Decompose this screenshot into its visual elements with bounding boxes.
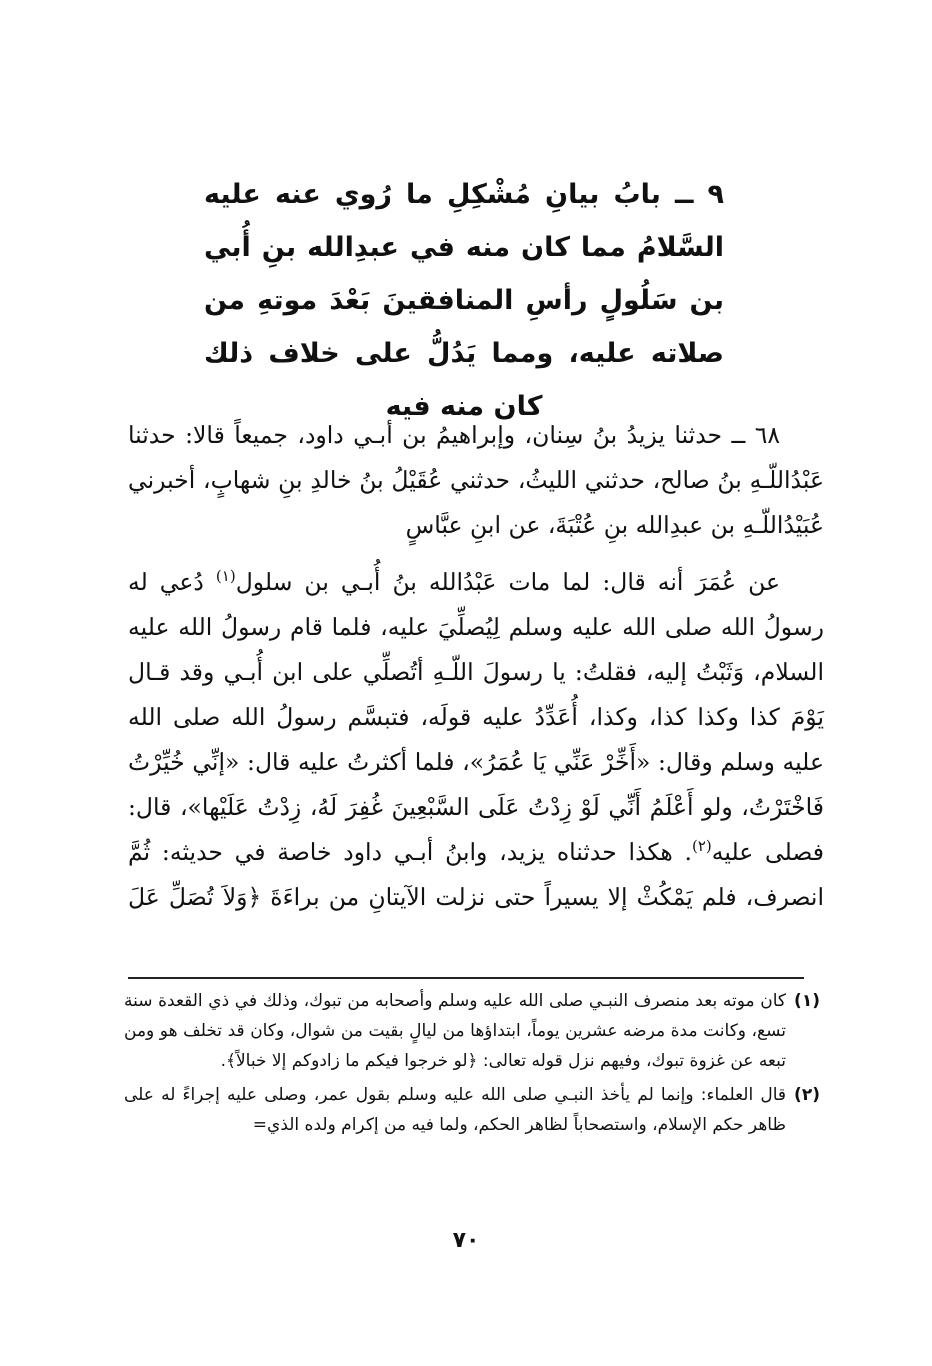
chapter-heading-text: ٩ ــ بابُ بيانِ مُشْكِلِ ما رُوي عنه عليه السَّلامُ مما كان منه في عبدِالله بنِ أُبي بن سَلُولٍ رأسِ المنافقينَ بَعْدَ موتهِ من صلاته عليه، ومما يَدُلُّ على خلاف ذلك كان منه فيه: [204, 179, 724, 422]
page-number: ٧٠: [452, 1228, 480, 1253]
footnote: [124, 1080, 820, 1140]
footnote-reference-1[interactable]: (١): [215, 567, 236, 586]
footnote: [124, 986, 820, 1076]
hadith-isnad-text: حدثنا يزيدُ بنُ سِنان، وإبراهيمُ بن أبـي داود، جميعاً قالا: حدثنا عَبْدُاللّـهِ بنُ صالح، حدثني الليثُ، حدثني عُقَيْلُ بنُ خالدِ بنِ شهابٍ، أخبرني عُبَيْدُاللّـهِ بن عبدِالله بنِ عُتْبَةَ، عن ابنِ عبَّاسٍ: [128, 421, 824, 539]
footnote-text: قال العلماء: وإنما لم يأخذ النبـي صلى الله عليه وسلم بقول عمر، وصلى عليه إجراءً له على ظاهر حكم الإسلام، واستصحاباً لظاهر الحكم، ولما فيه من إكرام ولده الذي=: [124, 1085, 786, 1135]
hadith-matn-part-2: دُعي له رسولُ الله صلى الله عليه وسلم لِيُصلِّيَ عليه، فلما قام رسولُ الله عليه السلام، وَثَبْتُ إليه، فقلتُ: يا رسولَ اللّـهِ أتُصلِّي على ابن أُبـي وقد قـال يَوْمَ كذا وكذا كذا، وكذا، أُعَدِّدُ عليه قولَه، فتبسَّم رسولُ الله صلى الله عليه وسلم وقال: «أَخِّرْ عَنِّي يَا عُمَرُ»، فلما أكثرتُ عليه قال: «إنِّي خُيِّرْتُ فَاخْتَرْتُ، ولو أَعْلَمُ أَنِّي لَوْ زِدْتُ عَلَى السَّبْعِينَ غُفِرَ لَهُ، زِدْتُ عَلَيْها»، قال: فصلى عليه: [128, 568, 824, 866]
hadith-dash: ــ: [731, 421, 746, 449]
hadith-matn-part-3: . هكذا حدثناه يزيد، وابنُ أبـي داود خاصة في حديثه: ثُمَّ انصرف، فلم يَمْكُثْ إلا يسيراً حتى نزلت الآيتانِ من براءَةَ ﴿وَلاَ تُصَلِّ عَلَ: [128, 838, 824, 911]
chapter-heading: [204, 168, 724, 433]
hadith-matn-part-1: عن عُمَرَ أنه قال: لما مات عَبْدُالله بنُ أُبـي بن سلول: [235, 568, 780, 596]
hadith-number: ٦٨: [754, 421, 780, 449]
footnotes-list: [124, 986, 820, 1144]
footnote-text: كان موته بعد منصرف النبـي صلى الله عليه وسلم وأصحابه من تبوك، وذلك في ذي القعدة سنة تسع، وكانت مدة مرضه عشرين يوماً، ابتداؤها من ليالٍ بقيت من شوال، وكان قد تخلف هو ومن تبعه عن غزوة تبوك، وفيهم نزل قوله تعالى: ﴿لو خرجوا فيكم ما زادوكم إلا خبالاً﴾.: [124, 991, 786, 1071]
footnote-separator: [128, 977, 804, 979]
footnote-number: (١): [794, 991, 820, 1011]
hadith-body: [128, 413, 824, 920]
hadith-matn: [128, 560, 824, 920]
hadith-isnad: [128, 413, 824, 548]
footnote-number: (٢): [794, 1085, 820, 1105]
footnote-reference-2[interactable]: (٢): [692, 837, 712, 856]
